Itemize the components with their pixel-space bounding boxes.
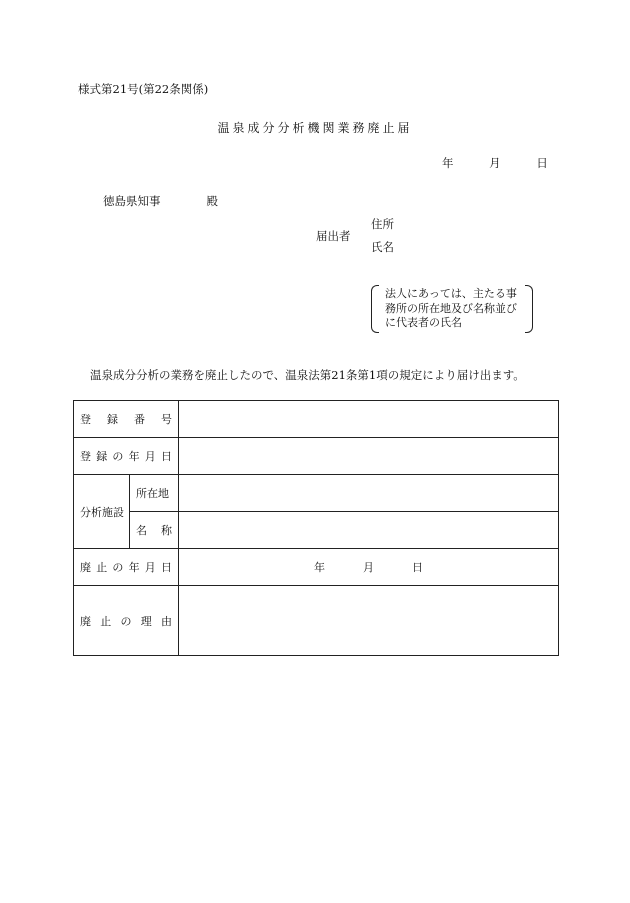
abolition-date-label: 廃 止 の 年 月 日	[74, 549, 179, 586]
registration-date-field[interactable]	[179, 438, 559, 475]
name-label: 氏名	[371, 240, 394, 254]
table-row	[74, 438, 559, 475]
document-title: 温泉成分分析機関業務廃止届	[217, 121, 413, 135]
table-row	[74, 512, 559, 549]
table-row	[74, 475, 559, 512]
date-day-label: 日	[536, 156, 548, 170]
date-month-label: 月	[489, 156, 501, 170]
facility-label: 分析施設	[74, 475, 130, 549]
abolition-reason-field[interactable]	[179, 586, 559, 656]
table-row	[74, 549, 559, 586]
location-label: 所在地	[130, 475, 179, 512]
table-row	[74, 586, 559, 656]
registration-number-label: 登 録 番 号	[74, 401, 179, 438]
submission-date	[442, 155, 548, 171]
location-field[interactable]	[179, 475, 559, 512]
corporate-note	[371, 285, 533, 333]
registration-number-field[interactable]	[179, 401, 559, 438]
date-year-label: 年	[442, 156, 454, 170]
statement-text: 温泉成分分析の業務を廃止したので、温泉法第21条第1項の規定により届け出ます。	[90, 368, 525, 382]
abolition-date-field[interactable]	[179, 549, 559, 586]
abolition-day-unit: 日	[412, 561, 423, 574]
note-line: 法人にあっては、主たる事	[385, 287, 517, 300]
facility-name-field[interactable]	[179, 512, 559, 549]
form-number: 様式第21号(第22条関係)	[78, 82, 209, 96]
abolition-month-unit: 月	[363, 561, 374, 574]
abolition-reason-label: 廃 止 の 理 由	[74, 586, 179, 656]
addressee	[103, 193, 218, 209]
addressee-name: 徳島県知事	[103, 194, 161, 208]
applicant-label: 届出者	[316, 229, 351, 243]
registration-date-label: 登 録 の 年 月 日	[74, 438, 179, 475]
facility-name-label: 名 称	[130, 512, 179, 549]
notification-table	[73, 400, 559, 656]
note-line: に代表者の氏名	[385, 316, 462, 329]
corporate-note-text	[385, 287, 535, 331]
address-label: 住所	[371, 217, 394, 231]
table-row	[74, 401, 559, 438]
note-line: 務所の所在地及び名称並び	[385, 301, 517, 315]
bracket-left	[371, 285, 379, 333]
abolition-year-unit: 年	[314, 561, 325, 574]
addressee-honorific: 殿	[206, 194, 218, 208]
